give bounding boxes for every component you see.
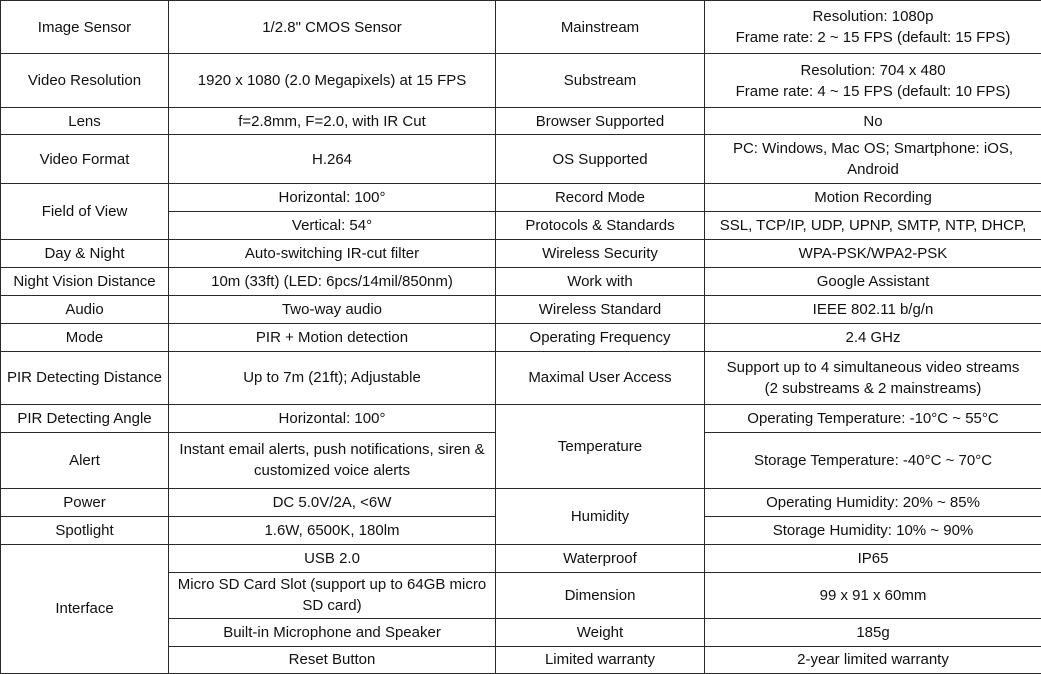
field-of-view-horizontal: Horizontal: 100° [169,184,496,212]
table-row [1,488,1041,516]
limited-warranty-value: 2-year limited warranty [705,646,1041,673]
day-night-label: Day & Night [1,240,169,268]
day-night-value: Auto-switching IR-cut filter [169,240,496,268]
lens-label: Lens [1,108,169,135]
field-of-view-label: Field of View [1,184,169,240]
dimension-value: 99 x 91 x 60mm [705,572,1041,618]
max-user-access-value [705,352,1041,404]
wireless-standard-label: Wireless Standard [496,296,705,324]
protocols-value: SSL, TCP/IP, UDP, UPNP, SMTP, NTP, DHCP, [705,212,1041,240]
alert-label: Alert [1,432,169,488]
table-row [1,1,1041,54]
wireless-security-value: WPA-PSK/WPA2-PSK [705,240,1041,268]
interface-micro-sd: Micro SD Card Slot (support up to 64GB micro SD card) [169,572,496,618]
table-row [1,352,1041,404]
max-user-access-line2: (2 substreams & 2 mainstreams) [764,379,982,397]
video-resolution-label: Video Resolution [1,54,169,108]
storage-humidity: Storage Humidity: 10% ~ 90% [705,516,1041,544]
work-with-label: Work with [496,268,705,296]
interface-usb: USB 2.0 [169,544,496,572]
table-row [1,324,1041,352]
mainstream-label: Mainstream [496,1,705,54]
wireless-standard-value: IEEE 802.11 b/g/n [705,296,1041,324]
power-label: Power [1,488,169,516]
weight-value: 185g [705,618,1041,646]
lens-value: f=2.8mm, F=2.0, with IR Cut [169,108,496,135]
operating-frequency-label: Operating Frequency [496,324,705,352]
record-mode-label: Record Mode [496,184,705,212]
temperature-label: Temperature [496,404,705,488]
max-user-access-label: Maximal User Access [496,352,705,404]
browser-supported-label: Browser Supported [496,108,705,135]
field-of-view-vertical: Vertical: 54° [169,212,496,240]
table-row [1,404,1041,432]
table-row [1,544,1041,572]
humidity-label: Humidity [496,488,705,544]
mode-label: Mode [1,324,169,352]
substream-value [705,54,1041,108]
weight-label: Weight [496,618,705,646]
mainstream-frame-rate: Frame rate: 2 ~ 15 FPS (default: 15 FPS) [735,29,1011,47]
storage-temperature: Storage Temperature: -40°C ~ 70°C [705,432,1041,488]
interface-reset: Reset Button [169,646,496,673]
max-user-access-line1: Support up to 4 simultaneous video streams [726,358,1020,376]
audio-value: Two-way audio [169,296,496,324]
substream-frame-rate: Frame rate: 4 ~ 15 FPS (default: 10 FPS) [735,82,1011,100]
interface-mic-speaker: Built-in Microphone and Speaker [169,618,496,646]
mainstream-value [705,1,1041,54]
pir-distance-label: PIR Detecting Distance [1,352,169,404]
substream-resolution: Resolution: 704 x 480 [800,61,946,79]
spotlight-label: Spotlight [1,516,169,544]
video-resolution-value: 1920 x 1080 (2.0 Megapixels) at 15 FPS [169,54,496,108]
browser-supported-value: No [705,108,1041,135]
table-row [1,268,1041,296]
substream-label: Substream [496,54,705,108]
pir-angle-label: PIR Detecting Angle [1,404,169,432]
work-with-value: Google Assistant [705,268,1041,296]
table-row [1,135,1041,184]
image-sensor-label: Image Sensor [1,1,169,54]
waterproof-value: IP65 [705,544,1041,572]
operating-frequency-value: 2.4 GHz [705,324,1041,352]
table-row [1,296,1041,324]
dimension-label: Dimension [496,572,705,618]
spotlight-value: 1.6W, 6500K, 180lm [169,516,496,544]
os-supported-label: OS Supported [496,135,705,184]
table-row [1,108,1041,135]
image-sensor-value: 1/2.8" CMOS Sensor [169,1,496,54]
audio-label: Audio [1,296,169,324]
table-row [1,54,1041,108]
pir-distance-value: Up to 7m (21ft); Adjustable [169,352,496,404]
wireless-security-label: Wireless Security [496,240,705,268]
limited-warranty-label: Limited warranty [496,646,705,673]
table-row [1,240,1041,268]
mainstream-resolution: Resolution: 1080p [812,8,934,26]
waterproof-label: Waterproof [496,544,705,572]
video-format-value: H.264 [169,135,496,184]
protocols-label: Protocols & Standards [496,212,705,240]
video-format-label: Video Format [1,135,169,184]
record-mode-value: Motion Recording [705,184,1041,212]
operating-humidity: Operating Humidity: 20% ~ 85% [705,488,1041,516]
pir-angle-value: Horizontal: 100° [169,404,496,432]
night-vision-label: Night Vision Distance [1,268,169,296]
night-vision-value: 10m (33ft) (LED: 6pcs/14mil/850nm) [169,268,496,296]
operating-temperature: Operating Temperature: -10°C ~ 55°C [705,404,1041,432]
alert-value: Instant email alerts, push notifications, siren & customized voice alerts [169,432,496,488]
os-supported-value: PC: Windows, Mac OS; Smartphone: iOS, Android [705,135,1041,184]
table-row [1,184,1041,212]
power-value: DC 5.0V/2A, <6W [169,488,496,516]
mode-value: PIR + Motion detection [169,324,496,352]
interface-label: Interface [1,544,169,673]
